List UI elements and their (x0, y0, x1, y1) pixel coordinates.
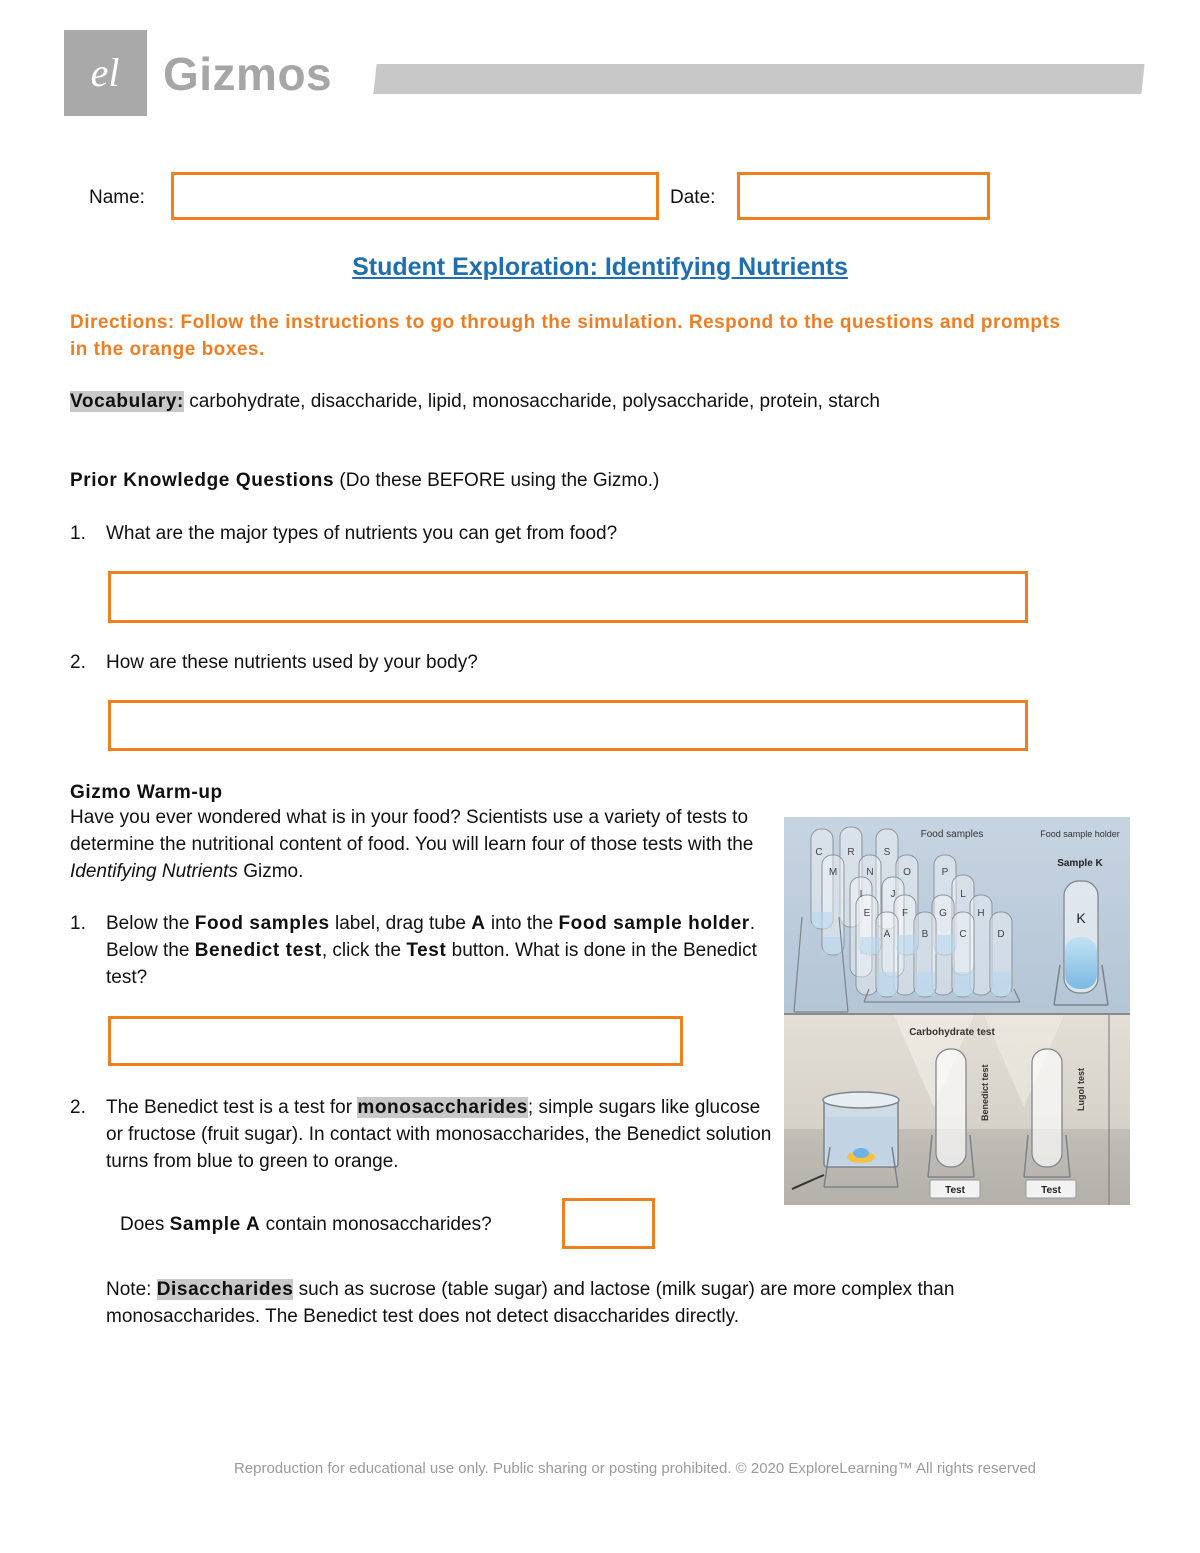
sample-q-bold: Sample A (169, 1214, 261, 1235)
date-label: Date: (670, 187, 716, 208)
prior-heading-text: Prior Knowledge Questions (70, 470, 335, 491)
sample-q-part: contain monosaccharides? (260, 1214, 492, 1235)
benedict-test-button (930, 1180, 980, 1198)
tube-label: C (815, 847, 823, 858)
q2-part: The Benedict test is a test for (106, 1097, 358, 1118)
prior-q1-text: What are the major types of nutrients you can get from food? (106, 523, 618, 544)
prior-q2-answer-box[interactable] (108, 700, 1028, 751)
footer-copyright: Reproduction for educational use only. Public sharing or posting prohibited. © 2020 ExploreLearning™ All rights reserved (233, 1460, 1037, 1477)
q1-bold-food-samples: Food samples (194, 913, 330, 934)
prior-q2-text: How are these nutrients used by your body? (106, 652, 478, 673)
warmup-intro (70, 804, 770, 885)
prior-q2-number: 2. (70, 652, 86, 673)
q2-part: ; simple sugars like glucose or fructose (fruit sugar). In contact with monosaccharides, the Benedict solution turns from blue to green to orange. (106, 1097, 772, 1172)
tube-label: A (883, 929, 891, 940)
tube-label: N (866, 867, 874, 878)
sample-k-label: Sample K (1057, 858, 1103, 869)
brand-name: Gizmos (163, 48, 333, 100)
food-samples-label: Food samples (920, 829, 984, 840)
prior-q1-number: 1. (70, 523, 86, 544)
gizmo-simulation-svg (784, 817, 1130, 1205)
gizmo-simulation-image (784, 817, 1130, 1205)
prior-knowledge-heading (70, 467, 659, 494)
lugol-test-label: Lugol test (1076, 1068, 1086, 1111)
q1-part: , click the (321, 940, 407, 961)
tube-label: S (883, 847, 891, 858)
q1-part: into the (485, 913, 559, 934)
disaccharide-note (106, 1276, 1096, 1330)
q1-part: . Below the (106, 913, 756, 961)
tube-label: R (847, 847, 855, 858)
test-button-label: Test (1041, 1185, 1061, 1196)
prior-q1-answer-box[interactable] (108, 571, 1028, 623)
warmup-q1-answer-box[interactable] (108, 1016, 683, 1066)
tube-label: C (959, 929, 967, 940)
warmup-intro-end: Gizmo. (237, 861, 304, 882)
directions-text: Directions: Follow the instructions to go through the simulation. Respond to the questions and prompts in the orange boxes. (70, 312, 1061, 360)
tube-label: M (828, 867, 838, 878)
tube-label: H (977, 908, 985, 919)
name-label: Name: (89, 187, 145, 208)
date-input[interactable] (737, 172, 990, 220)
tube-label: G (939, 908, 947, 919)
vocabulary-label: Vocabulary: (70, 391, 184, 412)
q1-part: Below the (106, 913, 195, 934)
gizmo-name-italic: Identifying Nutrients (70, 861, 238, 882)
warmup-q1-text (106, 910, 771, 991)
vocabulary (70, 388, 1120, 415)
food-sample-holder-label: Food sample holder (1040, 829, 1120, 839)
q2-bold-monosaccharides: monosaccharides (357, 1097, 528, 1118)
warmup-q2-number: 2. (70, 1097, 86, 1118)
warmup-intro-text: Have you ever wondered what is in your food? Scientists use a variety of tests to determine the nutritional content of food. You will learn four of those tests with the (70, 807, 754, 855)
header-bar (373, 64, 1144, 94)
gizmos-logo-mark-icon (64, 30, 147, 116)
note-part: such as sucrose (table sugar) and lactose (milk sugar) are more complex than monosaccharides. The Benedict test does not detect disaccharides directly. (106, 1279, 955, 1327)
carbohydrate-test-label: Carbohydrate test (909, 1027, 995, 1038)
test-button-label: Test (945, 1185, 965, 1196)
tube-label: O (903, 867, 911, 878)
sample-a-answer-box[interactable] (562, 1198, 655, 1249)
tube-label: B (921, 929, 929, 940)
warmup-q1-number: 1. (70, 913, 86, 934)
holder-tube-label: K (1076, 910, 1086, 926)
q1-part: button. What is done in the Benedict test? (106, 940, 757, 988)
tube-label: J (890, 889, 896, 900)
vocabulary-terms: carbohydrate, disaccharide, lipid, monosaccharide, polysaccharide, protein, starch (183, 391, 880, 412)
q1-bold-holder: Food sample holder (558, 913, 750, 934)
tube-label: E (863, 908, 871, 919)
tube-label: I (859, 889, 863, 900)
q1-bold-test: Test (406, 940, 447, 961)
q1-part: label, drag tube (329, 913, 472, 934)
tube-label: L (960, 889, 966, 900)
sample-a-question (120, 1211, 492, 1238)
q1-bold-a: A (471, 913, 486, 934)
warmup-q2-text (106, 1094, 778, 1175)
lugol-test-button (1026, 1180, 1076, 1198)
warmup-heading: Gizmo Warm-up (70, 782, 223, 803)
benedict-test-label: Benedict test (980, 1064, 990, 1121)
q1-bold-benedict: Benedict test (194, 940, 322, 961)
page-title: Student Exploration: Identifying Nutrients (352, 253, 848, 281)
sample-q-part: Does (120, 1214, 170, 1235)
prior-heading-note: (Do these BEFORE using the Gizmo.) (334, 470, 660, 491)
note-part: Note: (106, 1279, 157, 1300)
tube-label: F (901, 908, 909, 919)
note-bold-disaccharides: Disaccharides (156, 1279, 294, 1300)
name-input[interactable] (171, 172, 659, 220)
tube-label: P (941, 867, 949, 878)
tube-label: D (997, 929, 1005, 940)
svg-text:el: el (90, 50, 120, 95)
gizmos-logo (64, 30, 147, 116)
